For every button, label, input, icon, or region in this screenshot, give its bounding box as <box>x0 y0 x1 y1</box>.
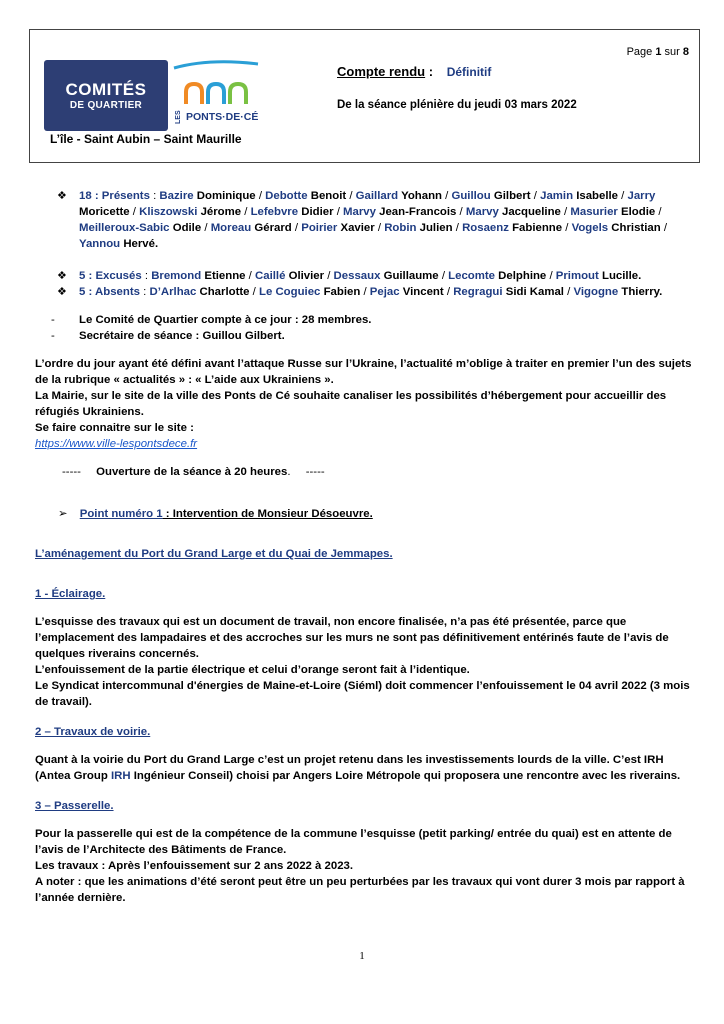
attendee-first-name: Olivier <box>288 270 325 282</box>
attendee-first-name: Etienne <box>204 270 246 282</box>
page-indicator <box>627 46 689 58</box>
attendee-last-name: Gaillard <box>355 190 399 202</box>
name-separator: / <box>618 190 628 202</box>
document-body <box>35 188 695 906</box>
attendee-last-name: Debotte <box>265 190 308 202</box>
s3-paragraph-3: A noter : que les animations d’été seront peut être un peu perturbées par les travaux qui vont durer 3 mois par rapport à l’année dernière. <box>35 876 685 904</box>
logo-cq-line1: COMITÉS <box>65 79 147 99</box>
present-item: ❖ 18 : Présents : Bazire Dominique / Debotte Benoit / Gaillard Yohann / Guillou Gilbert / Jamin Isabelle / Jarry Moricette / Kliszowski Jérome / Lefebvre Didier / Marvy Jean-Francois / Marvy Jacqueline / Masurier Elodie / Meilleroux-Sabic Odile / Moreau Gérard / Poirier Xavier / Robin Julien / Rosaenz Fabienne / Vogels Christian / Yannou Hervé. <box>57 190 667 250</box>
attendee-last-name: Lecomte <box>448 270 495 282</box>
present-label: 18 : Présents <box>79 190 150 202</box>
point-1-text: : Intervention de Monsieur Désoeuvre. <box>162 508 373 520</box>
attendee-last-name: D’Arlhac <box>149 286 197 298</box>
s2-text-a: Quant à la voirie du Port du Grand Large c’est un projet retenu dans les investissements lourds de la ville. C’est IRH (Antea Group <box>35 754 664 782</box>
name-separator: / <box>333 206 344 218</box>
attendee-first-name: Isabelle <box>576 190 618 202</box>
name-separator: / <box>443 286 454 298</box>
section-3-body <box>35 826 695 906</box>
page-current: 1 <box>655 46 662 58</box>
name-separator: / <box>655 206 662 218</box>
section-1-title: 1 - Éclairage. <box>35 588 106 600</box>
point-1 <box>35 506 695 522</box>
intro-paragraph-1: L’ordre du jour ayant été défini avant l’attaque Russe sur l’Ukraine, l’actualité m’oblige à traiter en premier l’un des sujets de la rubrique « actualités » : « L’aide aux Ukrainiens ». <box>35 358 692 386</box>
attendee-first-name: Didier <box>301 206 334 218</box>
name-separator: / <box>324 270 334 282</box>
attendee-first-name: Hervé <box>123 238 155 250</box>
section-2-title: 2 – Travaux de voirie. <box>35 726 151 738</box>
opening-line <box>35 464 695 480</box>
attendee-last-name: Lefebvre <box>250 206 299 218</box>
attendee-first-name: Jacqueline <box>501 206 561 218</box>
svg-text:LES: LES <box>175 110 182 124</box>
page-label: Page <box>626 46 653 58</box>
attendee-last-name: Dessaux <box>333 270 381 282</box>
s3-paragraph-1: Pour la passerelle qui est de la compétence de la commune l’esquisse (petit parking/ entrée du quai) est en attente de l’avis de l’Architecte des Bâtiments de France. <box>35 828 672 856</box>
notes-list <box>35 312 695 344</box>
s1-paragraph-3: Le Syndicat intercommunal d'énergies de Maine-et-Loire (Siéml) doit commencer l’enfouissement le 04 avril 2022 (3 mois de travail). <box>35 680 690 708</box>
attendee-last-name: Masurier <box>570 206 618 218</box>
footer-page-number: 1 <box>359 950 365 962</box>
excused-label: 5 : Excusés <box>79 270 142 282</box>
attendee-first-name: Gilbert <box>493 190 531 202</box>
diamond-bullet-icon: ❖ <box>57 270 67 282</box>
attendee-first-name: Xavier <box>340 222 375 234</box>
attendee-last-name: Marvy <box>343 206 376 218</box>
section-2-body <box>35 752 695 784</box>
name-separator: / <box>249 286 259 298</box>
attendee-last-name: Jamin <box>540 190 574 202</box>
attendee-first-name: Julien <box>419 222 453 234</box>
s1-paragraph-2: L’enfouissement de la partie électrique et celui d’orange seront fait à l’identique. <box>35 664 470 676</box>
ville-website-link[interactable]: https://www.ville-lespontsdece.fr <box>35 438 198 450</box>
name-separator: / <box>441 190 452 202</box>
attendee-first-name: Guillaume <box>383 270 439 282</box>
attendee-last-name: Bazire <box>159 190 194 202</box>
attendee-last-name: Primout <box>555 270 599 282</box>
present-names: Bazire Dominique / Debotte Benoit / Gaillard Yohann / Guillou Gilbert / Jamin Isabelle / Jarry Moricette / Kliszowski Jérome / Lefebvre Didier / Marvy Jean-Francois / Marvy Jacqueline / Masurier Elodie / Meilleroux-Sabic Odile / Moreau Gérard / Poirier Xavier / Robin Julien / Rosaenz Fabienne / Vogels Christian / Yannou Hervé. <box>79 190 667 250</box>
name-separator: / <box>245 270 256 282</box>
name-separator: / <box>546 270 556 282</box>
header-box <box>29 29 700 163</box>
attendee-last-name: Rosaenz <box>462 222 509 234</box>
main-section-title: L’aménagement du Port du Grand Large et du Quai de Jemmapes. <box>35 548 393 560</box>
name-separator: / <box>129 206 140 218</box>
note-members: - Le Comité de Quartier compte à ce jour : 28 membres. <box>51 314 372 326</box>
les-ponts-de-ce-logo <box>170 60 262 131</box>
name-separator: / <box>563 286 574 298</box>
document-subtitle: De la séance plénière du jeudi 03 mars 2022 <box>337 99 577 111</box>
diamond-bullet-icon: ❖ <box>57 286 67 298</box>
point-1-label: Point numéro 1 <box>79 508 163 520</box>
diamond-bullet-icon: ❖ <box>57 190 67 202</box>
attendance-list <box>35 188 695 300</box>
attendee-last-name: Jarry <box>627 190 656 202</box>
name-separator: / <box>660 222 667 234</box>
attendee-last-name: Pejac <box>369 286 400 298</box>
attendee-last-name: Poirier <box>301 222 338 234</box>
logo-cq-line2: DE QUARTIER <box>69 99 143 111</box>
name-separator: / <box>241 206 251 218</box>
opening-dot: . <box>287 466 291 478</box>
section-1-body <box>35 614 695 710</box>
attendee-first-name: Delphine <box>498 270 547 282</box>
attendee-last-name: Robin <box>384 222 417 234</box>
absent-item: ❖ 5 : Absents : D’Arlhac Charlotte / Le Coguiec Fabien / Pejac Vincent / Regragui Sidi Kamal / Vigogne Thierry. <box>57 286 663 298</box>
attendee-first-name: Charlotte <box>199 286 250 298</box>
attendee-first-name: Sidi Kamal <box>505 286 564 298</box>
name-separator: / <box>562 222 572 234</box>
name-separator: / <box>560 206 571 218</box>
attendee-last-name: Caillé <box>255 270 286 282</box>
attendee-first-name: Moricette <box>79 206 130 218</box>
attendee-first-name: Benoit <box>310 190 347 202</box>
intro-paragraph-3: Se faire connaitre sur le site : <box>35 422 194 434</box>
name-separator: / <box>438 270 449 282</box>
intro-block <box>35 356 695 452</box>
attendee-first-name: Fabien <box>323 286 361 298</box>
excused-names: Bremond Etienne / Caillé Olivier / Dessaux Guillaume / Lecomte Delphine / Primout Lucille. <box>151 270 642 282</box>
attendee-last-name: Vogels <box>571 222 609 234</box>
attendee-first-name: Lucille <box>602 270 639 282</box>
attendee-last-name: Regragui <box>453 286 503 298</box>
attendee-first-name: Thierry <box>621 286 660 298</box>
note-secretary: - Secrétaire de séance : Guillou Gilbert. <box>51 330 285 342</box>
members-text: Le Comité de Quartier compte à ce jour : 28 membres. <box>79 314 372 326</box>
name-separator: / <box>374 222 385 234</box>
attendee-last-name: Meilleroux-Sabic <box>79 222 170 234</box>
absent-names: D’Arlhac Charlotte / Le Coguiec Fabien / Pejac Vincent / Regragui Sidi Kamal / Vigogne Thierry. <box>149 286 663 298</box>
attendee-first-name: Vincent <box>402 286 444 298</box>
s2-irh: IRH <box>110 770 131 782</box>
secretary-text: Secrétaire de séance : Guillou Gilbert. <box>79 330 285 342</box>
attendee-last-name: Yannou <box>79 238 121 250</box>
name-separator: / <box>452 222 463 234</box>
attendee-last-name: Bremond <box>151 270 202 282</box>
title-colon: : <box>425 64 434 79</box>
page-total: 8 <box>682 46 689 58</box>
name-separator: / <box>530 190 541 202</box>
comites-de-quartier-logo <box>44 60 168 131</box>
attendee-first-name: Odile <box>172 222 202 234</box>
attendee-last-name: Moreau <box>210 222 252 234</box>
district-name: L’île - Saint Aubin – Saint Maurille <box>50 132 242 146</box>
arrow-bullet-icon: ➢ <box>58 508 68 520</box>
attendee-first-name: Fabienne <box>512 222 563 234</box>
attendee-first-name: Jean-Francois <box>379 206 457 218</box>
name-separator: / <box>346 190 356 202</box>
attendee-first-name: Christian <box>611 222 661 234</box>
attendee-first-name: Yohann <box>401 190 442 202</box>
opening-dashes-right: ----- <box>305 466 325 478</box>
name-separator: / <box>201 222 211 234</box>
name-separator: / <box>360 286 370 298</box>
intro-paragraph-2: La Mairie, sur le site de la ville des Ponts de Cé souhaite canaliser les possibilités d’hébergement pour accueillir des réfugiés Ukrainiens. <box>35 390 667 418</box>
attendee-last-name: Le Coguiec <box>259 286 321 298</box>
opening-dashes-left: ----- <box>62 466 81 478</box>
title-text: Compte rendu <box>337 64 426 79</box>
attendee-last-name: Kliszowski <box>139 206 198 218</box>
document-title <box>337 64 491 79</box>
attendee-last-name: Guillou <box>451 190 491 202</box>
excused-item: ❖ 5 : Excusés : Bremond Etienne / Caillé Olivier / Dessaux Guillaume / Lecomte Delphine / Primout Lucille. <box>57 270 642 282</box>
attendee-last-name: Vigogne <box>573 286 619 298</box>
section-3-title: 3 – Passerelle. <box>35 800 114 812</box>
svg-text:PONTS·DE·CÉ: PONTS·DE·CÉ <box>186 111 259 123</box>
absent-label: 5 : Absents <box>79 286 140 298</box>
name-separator: / <box>255 190 266 202</box>
s3-paragraph-2: Les travaux : Après l’enfouissement sur 2 ans 2022 à 2023. <box>35 860 354 872</box>
attendee-first-name: Gérard <box>254 222 292 234</box>
attendee-first-name: Elodie <box>621 206 656 218</box>
s2-text-b: Ingénieur Conseil) choisi par Angers Loire Métropole qui proposera une rencontre avec les riverains. <box>130 770 681 782</box>
name-separator: / <box>456 206 466 218</box>
attendee-first-name: Jérome <box>200 206 242 218</box>
name-separator: / <box>291 222 302 234</box>
document-status: Définitif <box>446 65 492 79</box>
s1-paragraph-1: L’esquisse des travaux qui est un document de travail, non encore finalisée, n’a pas été présentée, parce que l’emplacement des lampadaires et des accroches sur les murs ne sont pas définitivement entérinés faute de l’avis de quelques riverains concernés. <box>35 616 669 660</box>
attendee-first-name: Dominique <box>196 190 256 202</box>
opening-text: Ouverture de la séance à 20 heures <box>96 466 288 478</box>
attendee-last-name: Marvy <box>465 206 499 218</box>
page-of-label: sur <box>664 46 680 58</box>
